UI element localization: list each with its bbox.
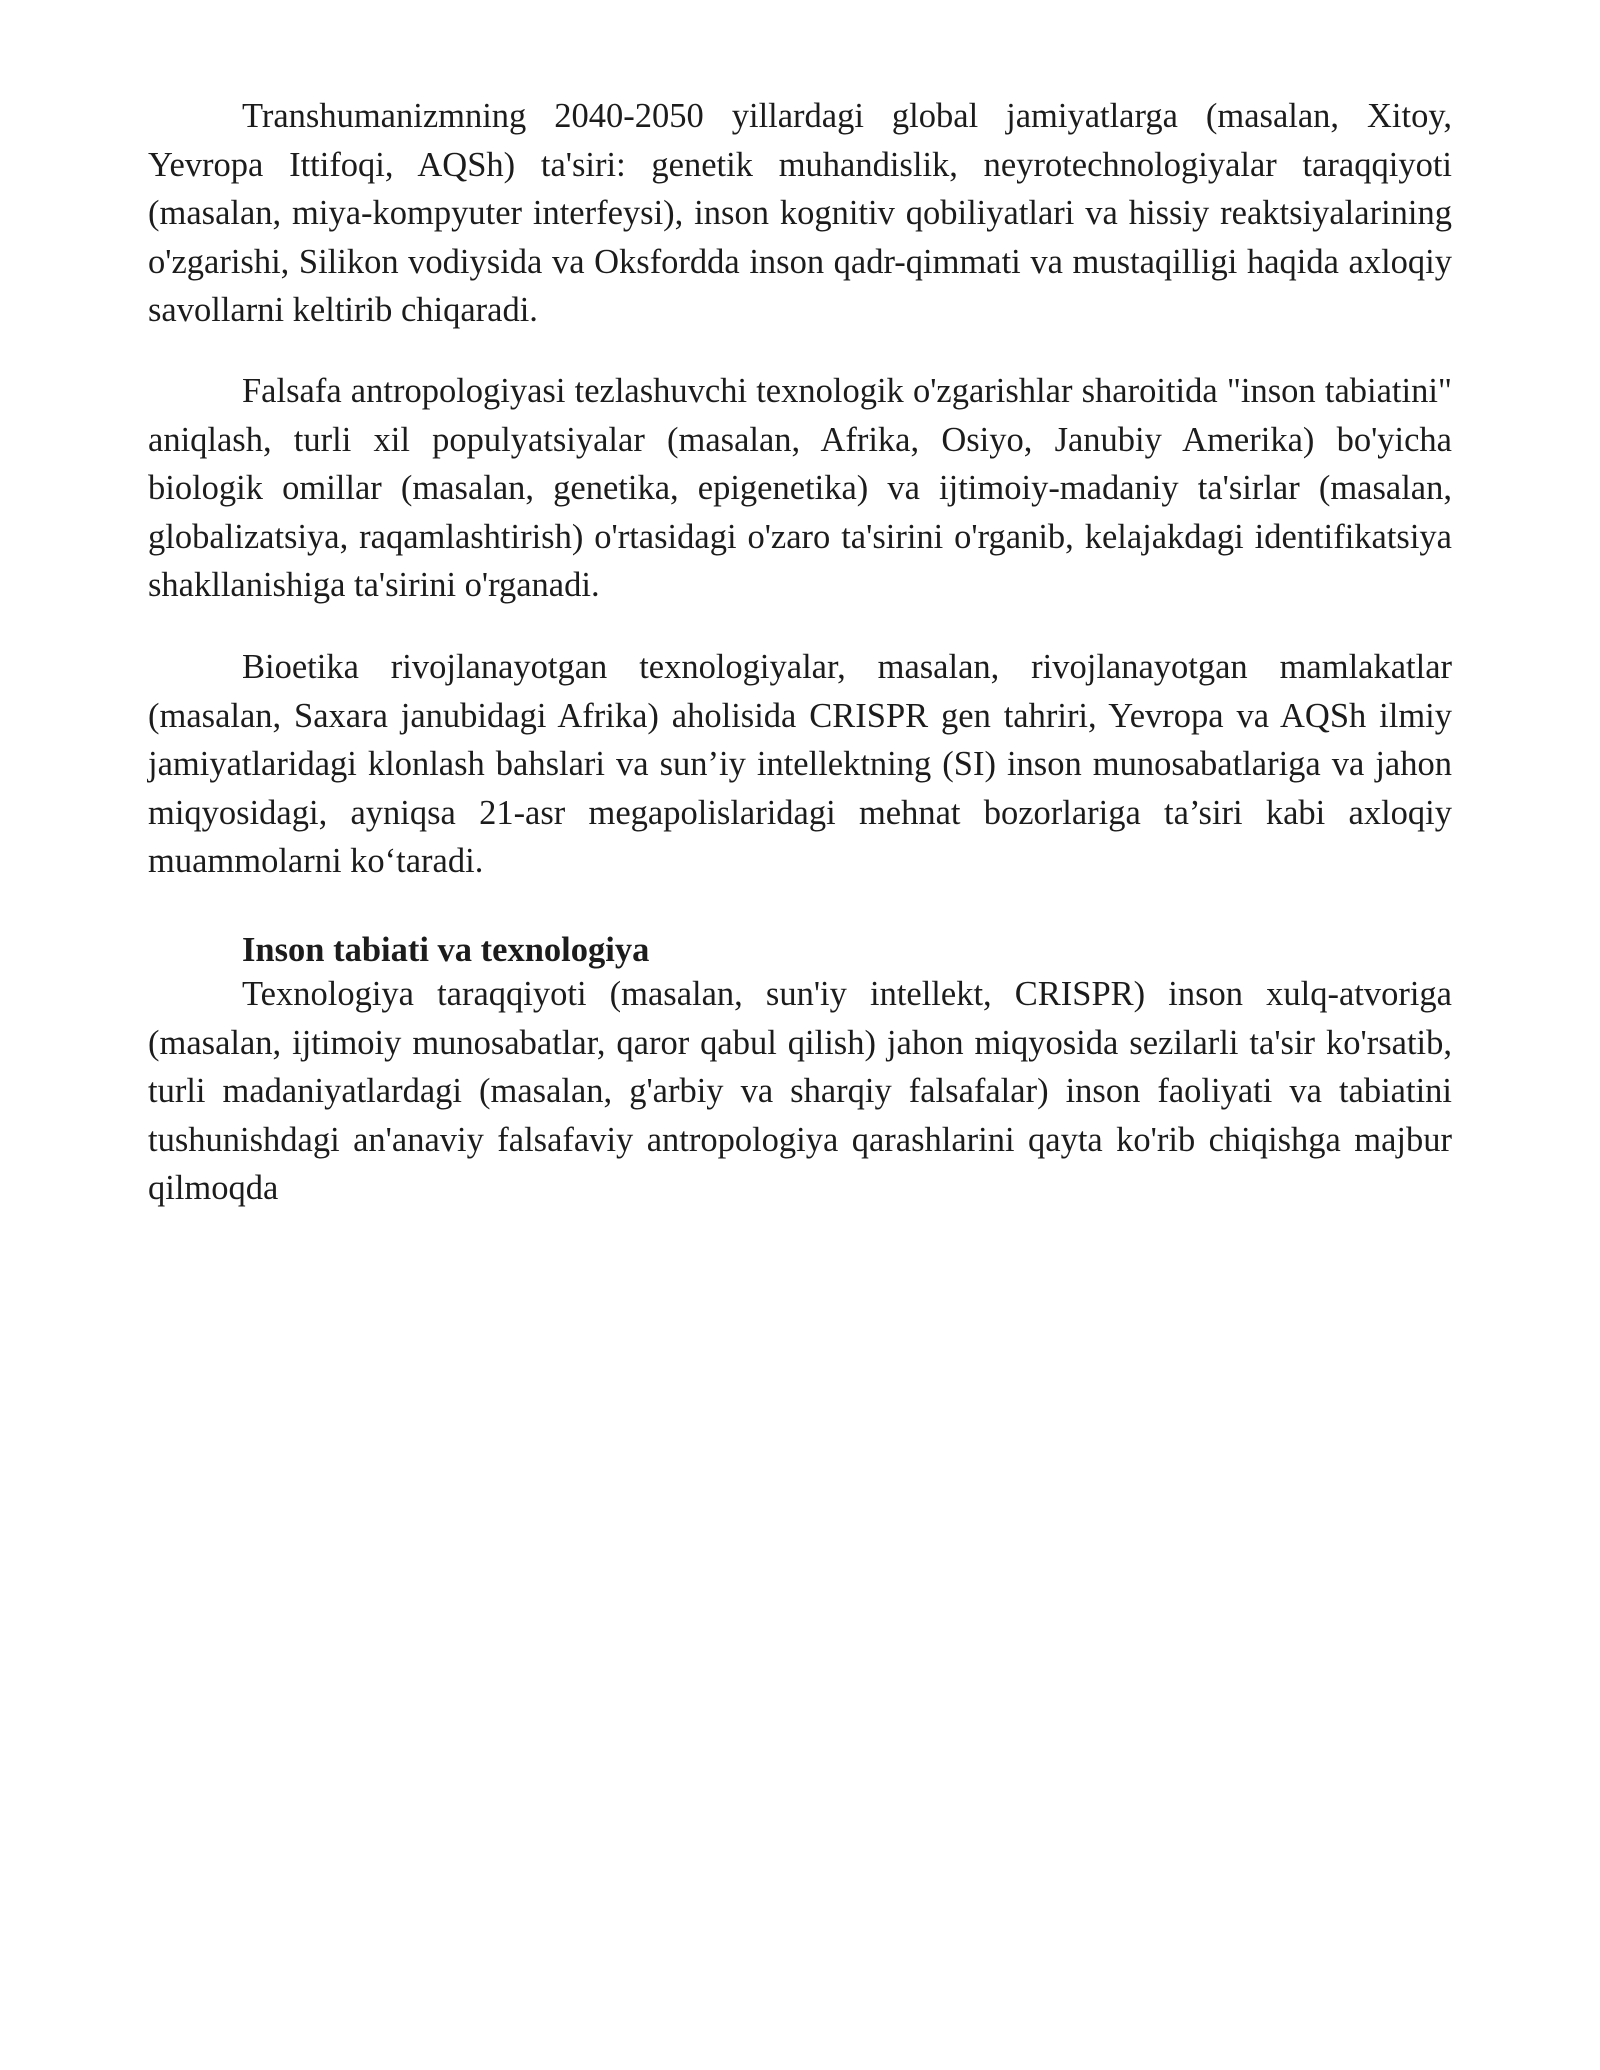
section-heading: Inson tabiati va texnologiya xyxy=(242,931,650,969)
paragraph-bioethics: Bioetika rivojlanayotgan texnologiyalar, masalan, rivojlanayotgan mamlakatlar (masalan, Saxara janubidagi Afrika) aholisida CRISPR gen tahriri, Yevropa va AQSh ilmiy jamiyatlaridagi klonlash bahslari va sun’iy intellektning (SI) inson munosabatlariga va jahon miqyosidagi, ayniqsa 21-asr megapolislaridagi mehnat bozorlariga ta’siri kabi axloqiy muammolarni ko‘taradi. xyxy=(148,648,1452,880)
paragraph-philosophical-anthropology: Falsafa antropologiyasi tezlashuvchi texnologik o'zgarishlar sharoitida "inson tabiatini" aniqlash, turli xil populyatsiyalar (masalan, Afrika, Osiyo, Janubiy Amerika) bo'yicha biologik omillar (masalan, genetika, epigenetika) va ijtimoiy-madaniy ta'sirlar (masalan, globalizatsiya, raqamlashtirish) o'rtasidagi o'zaro ta'sirini o'rganib, kelajakdagi identifikatsiya shakllanishiga ta'sirini o'rganadi. xyxy=(148,372,1452,604)
paragraph-transhumanism: Transhumanizmning 2040-2050 yillardagi global jamiyatlarga (masalan, Xitoy, Yevropa Ittifoqi, AQSh) ta'siri: genetik muhandislik, neyrotechnologiyalar taraqqiyoti (masalan, miya-kompyuter interfeysi), inson kognitiv qobiliyatlari va hissiy reaktsiyalarining o'zgarishi, Silikon vodiysida va Oksfordda inson qadr-qimmati va mustaqilligi haqida axloqiy savollarni keltirib chiqaradi. xyxy=(148,97,1452,329)
paragraph-technology-progress: Texnologiya taraqqiyoti (masalan, sun'iy intellekt, CRISPR) inson xulq-atvoriga (masalan, ijtimoiy munosabatlar, qaror qabul qilish) jahon miqyosida sezilarli ta'sir ko'rsatib, turli madaniyatlardagi (masalan, g'arbiy va sharqiy falsafalar) inson faoliyati va tabiatini tushunishdagi an'anaviy falsafaviy antropologiya qarashlarini qayta ko'rib chiqishga majbur qilmoqda xyxy=(148,975,1452,1207)
